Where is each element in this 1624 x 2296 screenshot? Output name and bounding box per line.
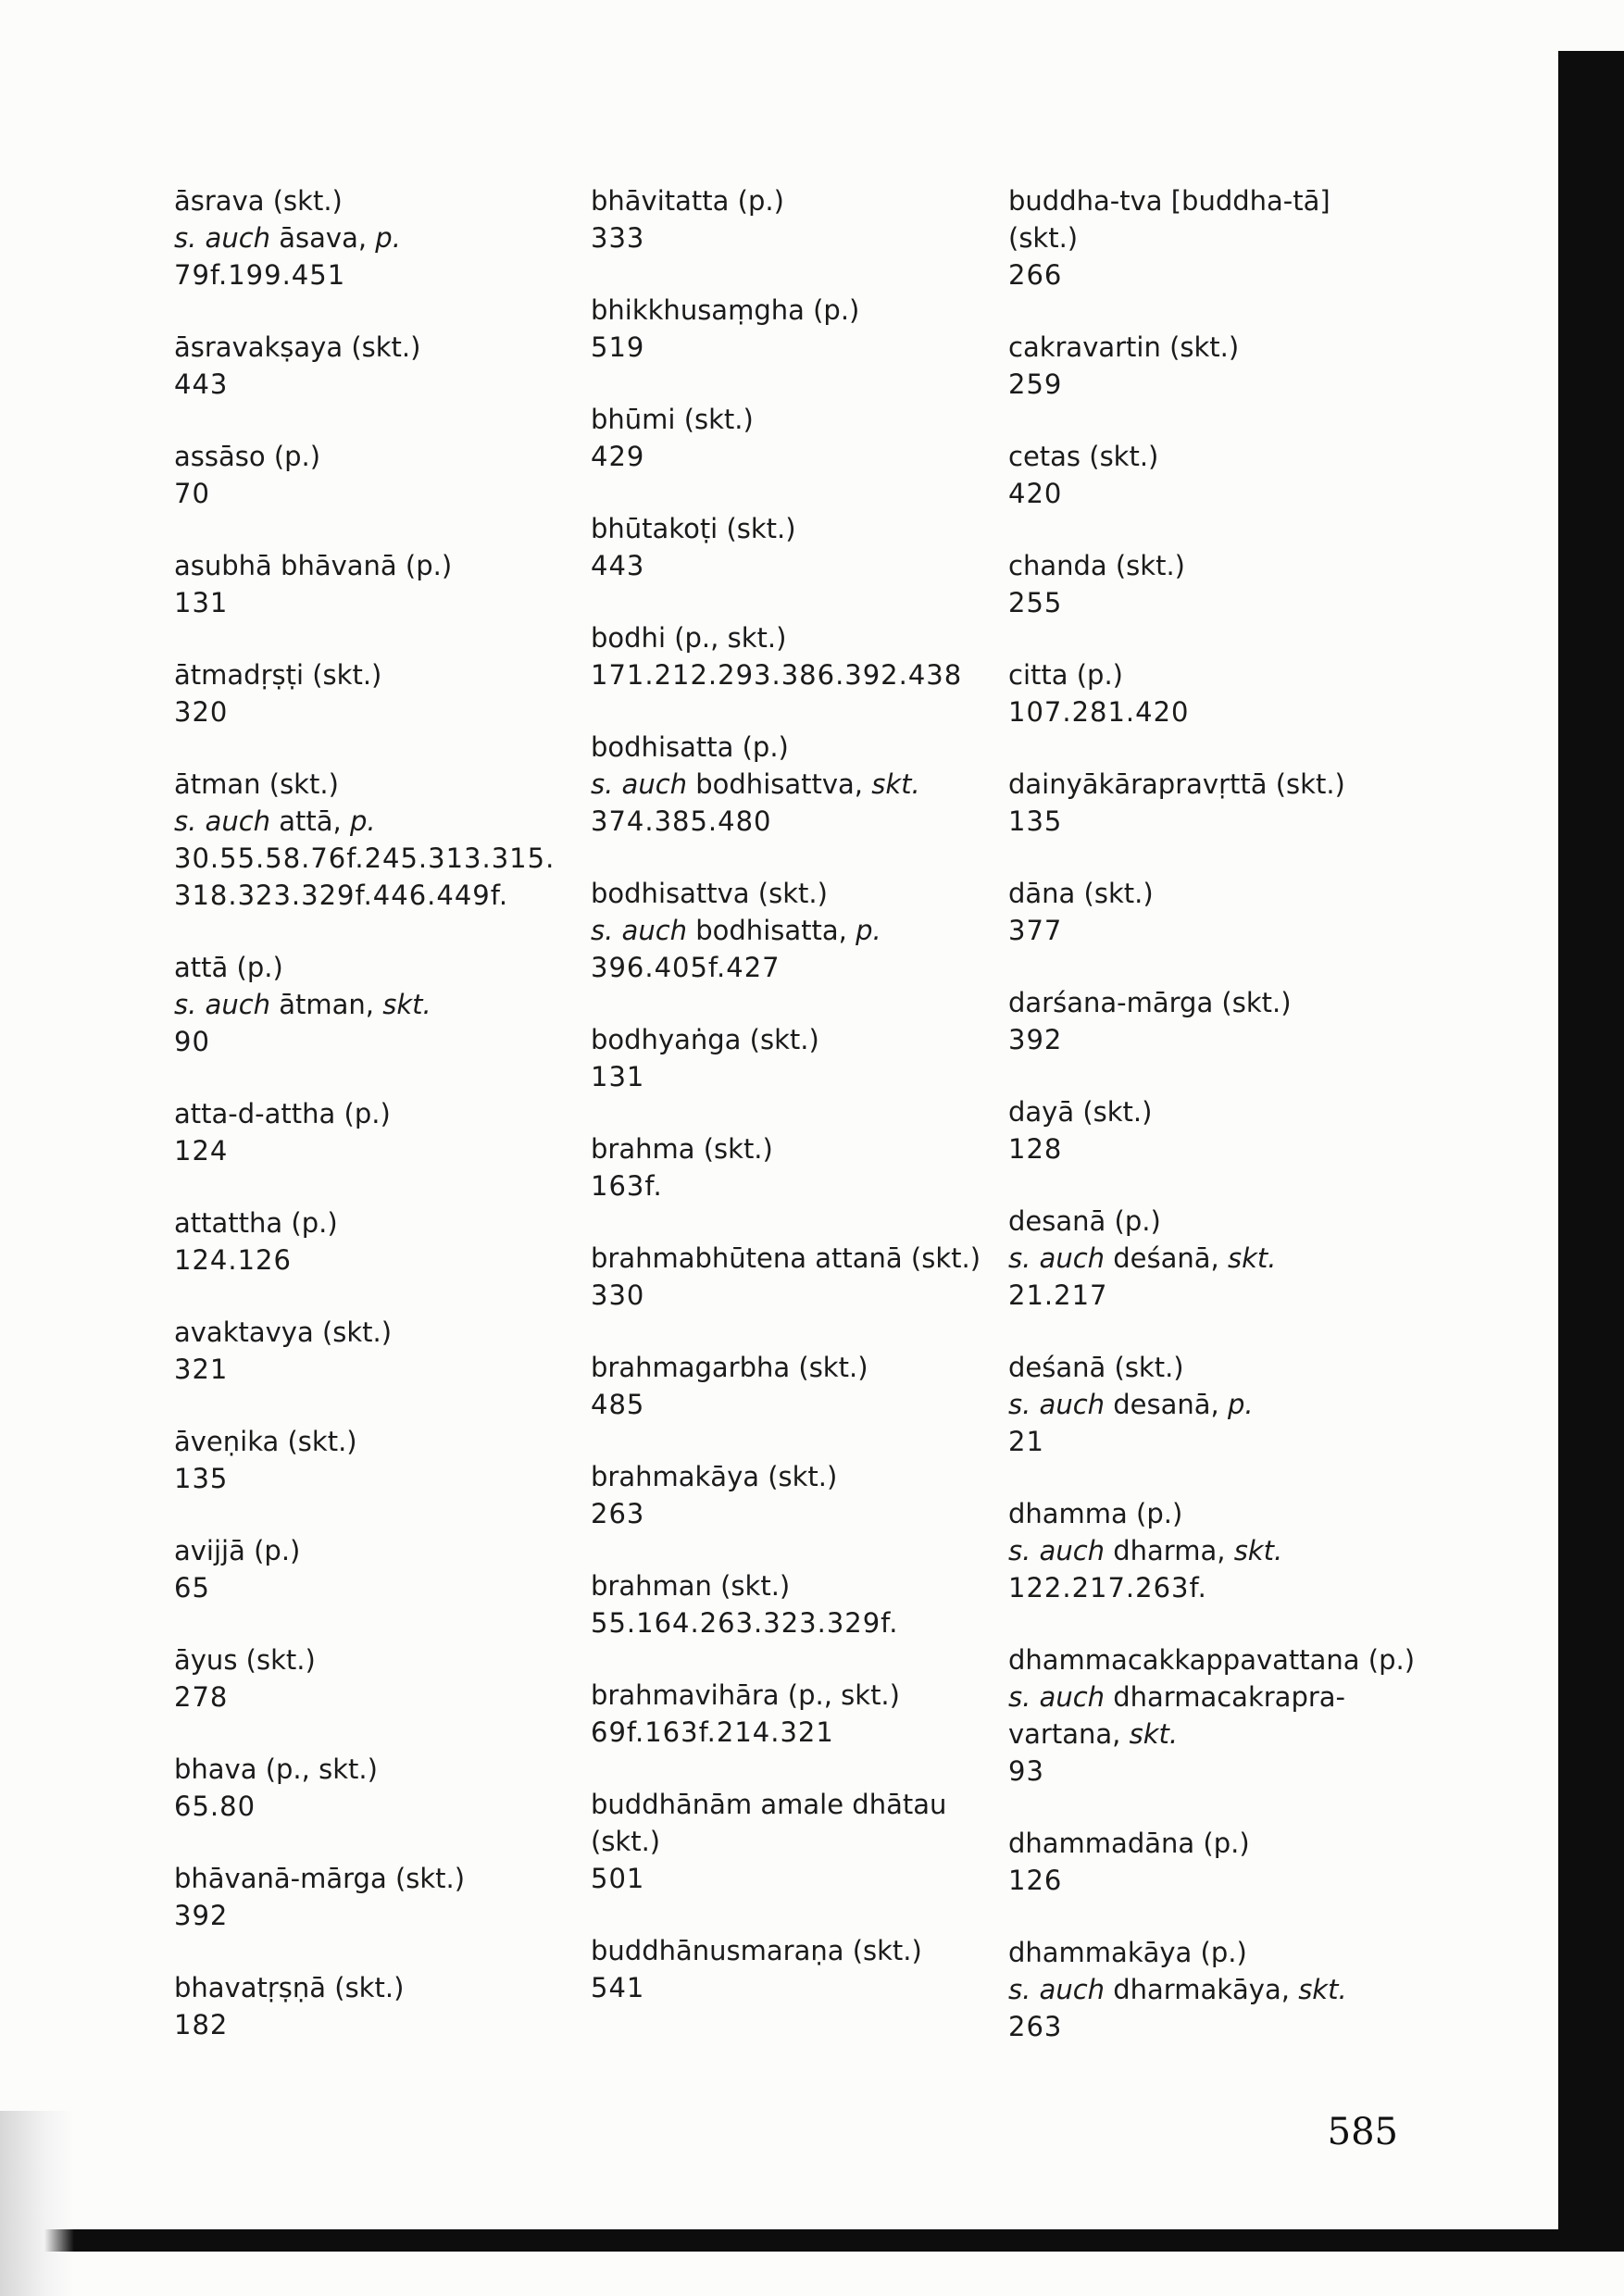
entry-page-refs: 392: [174, 1900, 229, 1931]
index-entry: [591, 1240, 1035, 1314]
see-also-language: skt.: [871, 768, 920, 800]
entry-page-refs: 541: [591, 1972, 645, 2003]
entry-cross-reference: [591, 766, 1035, 803]
entry-term: brahmavihāra (p., skt.): [591, 1679, 900, 1711]
entry-term: ātmadṛṣṭi (skt.): [174, 659, 382, 691]
see-also-prefix: s. auch: [1008, 1389, 1106, 1420]
entry-page-refs: 519: [591, 331, 645, 363]
entry-page-refs: 485: [591, 1389, 645, 1420]
entry-page-refs: 263: [591, 1498, 645, 1529]
index-entry: [174, 1423, 618, 1497]
scan-edge-shadow: [1558, 51, 1624, 2245]
index-column-2: [591, 182, 1035, 2041]
entry-page-refs: 126: [1008, 1865, 1063, 1896]
page-number: 585: [1327, 2111, 1398, 2153]
entry-term: bhikkhusaṃgha (p.): [591, 294, 860, 326]
entry-page-refs: 259: [1008, 368, 1063, 400]
entry-term: cetas (skt.): [1008, 441, 1159, 472]
entry-page-refs: 107.281.420: [1008, 696, 1190, 728]
index-entry: [174, 1095, 618, 1169]
entry-page-refs: 278: [174, 1681, 229, 1713]
entry-term: darśana-mārga (skt.): [1008, 987, 1292, 1018]
entry-term: dhammakāya (p.): [1008, 1937, 1247, 1968]
entry-page-refs: 443: [174, 368, 229, 400]
entry-page-refs: 420: [1008, 478, 1063, 509]
index-entry: [1008, 1203, 1453, 1314]
see-also-prefix: s. auch: [591, 768, 688, 800]
index-entry: [591, 1677, 1035, 1751]
entry-term: dhammacakkappavattana (p.): [1008, 1644, 1416, 1676]
index-entry: [1008, 438, 1453, 512]
entry-term: ātman (skt.): [174, 768, 339, 800]
see-also-term: bodhisattva,: [695, 768, 864, 800]
see-also-prefix: s. auch: [174, 805, 271, 837]
entry-term: brahmakāya (skt.): [591, 1461, 838, 1492]
entry-term: āyus (skt.): [174, 1644, 316, 1676]
index-entry: [591, 1349, 1035, 1423]
entry-term: bodhisattva (skt.): [591, 878, 828, 909]
entry-cross-reference: [174, 803, 618, 840]
see-also-prefix: s. auch: [1008, 1974, 1106, 2005]
entry-page-refs: 69f.163f.214.321: [591, 1716, 834, 1748]
index-entry: [174, 1641, 618, 1716]
entry-page-refs: 318.323.329f.446.449f.: [174, 880, 509, 911]
entry-page-refs: 65: [174, 1572, 210, 1603]
entry-page-refs: 330: [591, 1279, 645, 1311]
entry-page-refs: 171.212.293.386.392.438: [591, 659, 963, 691]
index-entry: [1008, 1641, 1453, 1790]
entry-page-refs: 182: [174, 2009, 229, 2040]
index-entry: [591, 292, 1035, 366]
index-entry: [1008, 875, 1453, 949]
entry-page-refs: 30.55.58.76f.245.313.315.: [174, 842, 556, 874]
see-also-prefix: s. auch: [1008, 1242, 1106, 1274]
entry-term: bhava (p., skt.): [174, 1753, 378, 1785]
index-entry: [174, 766, 618, 914]
index-entry: [1008, 656, 1453, 730]
entry-page-refs: 320: [174, 696, 229, 728]
index-entry: [174, 1751, 618, 1825]
index-entry: [1008, 329, 1453, 403]
index-entry: [591, 1458, 1035, 1532]
entry-page-refs: 93: [1008, 1755, 1044, 1787]
see-also-term: deśanā,: [1113, 1242, 1219, 1274]
see-also-prefix: s. auch: [591, 915, 688, 946]
entry-cross-reference: [1008, 1240, 1453, 1277]
entry-page-refs: 443: [591, 550, 645, 581]
see-also-language: skt.: [1298, 1974, 1347, 2005]
entry-page-refs: 266: [1008, 259, 1063, 291]
index-column-3: [1008, 182, 1453, 2080]
entry-term: attattha (p.): [174, 1207, 338, 1239]
entry-page-refs: 65.80: [174, 1791, 256, 1822]
see-also-language: p.: [349, 805, 376, 837]
see-also-term: dharma,: [1113, 1535, 1226, 1566]
scan-bottom-shadow: [0, 2229, 1624, 2252]
entry-term: assāso (p.): [174, 441, 321, 472]
index-entry: [591, 619, 1035, 693]
entry-term: bodhyaṅga (skt.): [591, 1024, 819, 1055]
index-entry: [591, 1130, 1035, 1204]
entry-term: dayā (skt.): [1008, 1096, 1153, 1128]
entry-term: brahma (skt.): [591, 1133, 773, 1165]
entry-term: attā (p.): [174, 952, 283, 983]
entry-page-refs: 21.217: [1008, 1279, 1108, 1311]
index-entry: [1008, 547, 1453, 621]
index-entry: [591, 729, 1035, 840]
entry-page-refs: 124: [174, 1135, 229, 1167]
entry-term: atta-d-attha (p.): [174, 1098, 391, 1129]
index-entry: [174, 949, 618, 1060]
see-also-prefix: s. auch: [174, 222, 271, 254]
entry-cross-reference: [1008, 1971, 1453, 2008]
entry-term: desanā (p.): [1008, 1205, 1161, 1237]
entry-term: deśanā (skt.): [1008, 1352, 1184, 1383]
entry-page-refs: 131: [591, 1061, 645, 1092]
index-column-1: [174, 182, 618, 2078]
index-entry: [1008, 1349, 1453, 1460]
index-entry: [1008, 1093, 1453, 1167]
index-entry: [591, 510, 1035, 584]
entry-term: avijjā (p.): [174, 1535, 301, 1566]
entry-page-refs: 321: [174, 1354, 229, 1385]
see-also-language: skt.: [1233, 1535, 1283, 1566]
index-entry: [591, 875, 1035, 986]
see-also-language: p.: [375, 222, 401, 254]
see-also-term-cont: vartana,: [1008, 1718, 1121, 1750]
entry-term: āsravakṣaya (skt.): [174, 331, 421, 363]
index-entry: [1008, 1825, 1453, 1899]
see-also-prefix: s. auch: [174, 989, 271, 1020]
entry-term: dhammadāna (p.): [1008, 1828, 1250, 1859]
entry-page-refs: 128: [1008, 1133, 1063, 1165]
entry-page-refs: 429: [591, 441, 645, 472]
index-entry: [1008, 1934, 1453, 2045]
see-also-language: p.: [856, 915, 881, 946]
entry-term: bhāvanā-mārga (skt.): [174, 1863, 466, 1894]
index-entry: [174, 656, 618, 730]
see-also-term: dharmakāya,: [1113, 1974, 1290, 2005]
entry-page-refs: 255: [1008, 587, 1063, 618]
index-entry: [591, 1932, 1035, 2006]
see-also-prefix: s. auch: [1008, 1681, 1106, 1713]
entry-term: brahman (skt.): [591, 1570, 791, 1602]
entry-page-refs: 374.385.480: [591, 805, 772, 837]
entry-cross-reference-cont: [1008, 1716, 1453, 1753]
entry-term: buddhānusmaraṇa (skt.): [591, 1935, 922, 1966]
entry-page-refs: 333: [591, 222, 645, 254]
entry-cross-reference: [1008, 1386, 1453, 1423]
see-also-term: ātman,: [279, 989, 375, 1020]
entry-cross-reference: [591, 912, 1035, 949]
entry-term: buddhānām amale dhātau: [591, 1789, 947, 1820]
index-entry: [1008, 182, 1453, 293]
entry-term: brahmabhūtena attanā (skt.): [591, 1242, 981, 1274]
see-also-term: dharmacakrapra-: [1113, 1681, 1346, 1713]
entry-term: bodhi (p., skt.): [591, 622, 787, 654]
index-entry: [591, 401, 1035, 475]
entry-page-refs: 392: [1008, 1024, 1063, 1055]
entry-term: dāna (skt.): [1008, 878, 1154, 909]
entry-cross-reference: [1008, 1678, 1453, 1716]
entry-term: bhavatṛṣṇā (skt.): [174, 1972, 405, 2003]
entry-cross-reference: [174, 219, 618, 256]
index-entry: [1008, 984, 1453, 1058]
entry-page-refs: 377: [1008, 915, 1063, 946]
entry-term: chanda (skt.): [1008, 550, 1185, 581]
entry-page-refs: 135: [174, 1463, 229, 1494]
index-entry: [174, 329, 618, 403]
entry-page-refs: 21: [1008, 1426, 1044, 1457]
entry-cross-reference: [174, 986, 618, 1023]
index-entry: [174, 1860, 618, 1934]
index-entry: [174, 1204, 618, 1279]
index-entry: [591, 1786, 1035, 1897]
index-entry: [591, 1021, 1035, 1095]
see-also-language: p.: [1227, 1389, 1254, 1420]
entry-term-cont: (skt.): [591, 1826, 661, 1857]
index-entry: [174, 1969, 618, 2043]
index-entry: [591, 1567, 1035, 1641]
entry-page-refs: 124.126: [174, 1244, 292, 1276]
index-entry: [174, 182, 618, 293]
see-also-term: attā,: [279, 805, 342, 837]
index-entry: [174, 1314, 618, 1388]
index-entry: [591, 182, 1035, 256]
entry-term: bhāvitatta (p.): [591, 185, 784, 217]
entry-term: dhamma (p.): [1008, 1498, 1183, 1529]
entry-term: bodhisatta (p.): [591, 731, 789, 763]
index-entry: [174, 547, 618, 621]
entry-term: āveṇika (skt.): [174, 1426, 357, 1457]
see-also-language: skt.: [1227, 1242, 1277, 1274]
entry-page-refs: 70: [174, 478, 210, 509]
entry-term: brahmagarbha (skt.): [591, 1352, 868, 1383]
entry-page-refs: 122.217.263f.: [1008, 1572, 1207, 1603]
entry-page-refs: 163f.: [591, 1170, 663, 1202]
entry-term: bhūtakoṭi (skt.): [591, 513, 796, 544]
entry-page-refs: 131: [174, 587, 229, 618]
index-entry: [1008, 766, 1453, 840]
see-also-term: bodhisatta,: [695, 915, 847, 946]
entry-page-refs: 396.405f.427: [591, 952, 781, 983]
index-entry: [1008, 1495, 1453, 1606]
entry-term: bhūmi (skt.): [591, 404, 754, 435]
see-also-prefix: s. auch: [1008, 1535, 1106, 1566]
index-entry: [174, 438, 618, 512]
scan-gutter: [0, 2111, 74, 2296]
index-entry: [174, 1532, 618, 1606]
see-also-language: skt.: [382, 989, 431, 1020]
see-also-language: skt.: [1129, 1718, 1179, 1750]
see-also-term: āsava,: [279, 222, 368, 254]
entry-term: avaktavya (skt.): [174, 1316, 393, 1348]
entry-term: dainyākārapravṛttā (skt.): [1008, 768, 1345, 800]
entry-term: cakravartin (skt.): [1008, 331, 1240, 363]
entry-term: āsrava (skt.): [174, 185, 343, 217]
entry-term: buddha-tva [buddha-tā]: [1008, 185, 1330, 217]
entry-term: asubhā bhāvanā (p.): [174, 550, 453, 581]
entry-page-refs: 79f.199.451: [174, 259, 346, 291]
entry-page-refs: 135: [1008, 805, 1063, 837]
entry-term: citta (p.): [1008, 659, 1123, 691]
see-also-term: desanā,: [1113, 1389, 1219, 1420]
entry-page-refs: 501: [591, 1863, 645, 1894]
entry-page-refs: 90: [174, 1026, 210, 1057]
entry-cross-reference: [1008, 1532, 1453, 1569]
entry-page-refs: 263: [1008, 2011, 1063, 2042]
entry-page-refs: 55.164.263.323.329f.: [591, 1607, 899, 1639]
entry-term-cont: (skt.): [1008, 222, 1079, 254]
